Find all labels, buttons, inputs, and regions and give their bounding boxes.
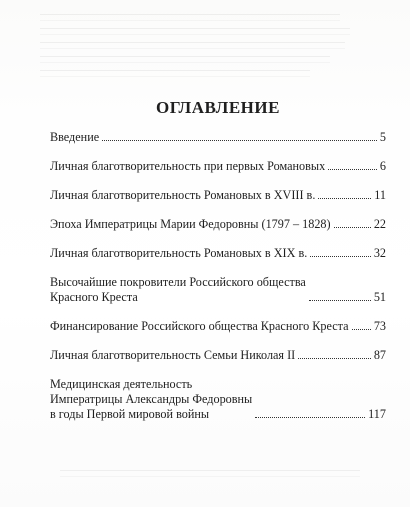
toc-entry-page: 11 — [374, 188, 386, 202]
toc-entry — [50, 188, 386, 203]
toc-entry-page: 51 — [373, 290, 386, 304]
toc-entry — [50, 319, 386, 334]
toc-entry-page: 87 — [373, 348, 386, 362]
toc-entry-page: 32 — [373, 246, 386, 260]
toc-entry — [50, 275, 386, 305]
show-through-line — [40, 42, 345, 49]
show-through-line — [40, 70, 310, 77]
toc-entry-page: 5 — [379, 130, 386, 144]
toc-entry-title: Личная благотворительность при первых Романовых — [50, 159, 326, 173]
show-through-line — [40, 14, 340, 21]
dot-leader — [298, 358, 371, 359]
table-of-contents — [50, 98, 386, 436]
toc-entry-title: Введение — [50, 130, 100, 144]
show-through-line — [40, 28, 350, 35]
toc-title: ОГЛАВЛЕНИЕ — [156, 98, 280, 117]
toc-entry — [50, 348, 386, 363]
toc-entry-page: 117 — [368, 407, 386, 421]
dot-leader — [352, 329, 371, 330]
toc-entry — [50, 377, 386, 422]
dot-leader — [318, 198, 371, 199]
toc-entry-title: Финансирование Российского общества Красного Креста — [50, 319, 349, 333]
toc-entry — [50, 246, 386, 261]
dot-leader — [102, 140, 377, 141]
toc-entry-title: Личная благотворительность Семьи Николая II — [50, 348, 296, 362]
dot-leader — [255, 417, 365, 418]
show-through-line — [40, 56, 330, 63]
show-through-line — [60, 470, 360, 477]
toc-entry — [50, 159, 386, 174]
toc-entry-page: 6 — [379, 159, 386, 173]
toc-entry-title: Личная благотворительность Романовых в XVIII в. — [50, 188, 316, 202]
toc-entry-title: Эпоха Императрицы Марии Федоровны (1797 – 1828) — [50, 217, 331, 231]
dot-leader — [309, 300, 371, 301]
toc-entry-title: Медицинская деятельность Императрицы Александры Федоровны в годы Первой мировой войны — [50, 377, 253, 421]
dot-leader — [334, 227, 371, 228]
toc-entry-title: Личная благотворительность Романовых в XIX в. — [50, 246, 308, 260]
toc-entry-page: 73 — [373, 319, 386, 333]
toc-entry — [50, 130, 386, 145]
dot-leader — [310, 256, 371, 257]
toc-entry — [50, 217, 386, 232]
toc-entry-title: Высочайшие покровители Российского общества Красного Креста — [50, 275, 306, 304]
dot-leader — [328, 169, 377, 170]
toc-entry-page: 22 — [373, 217, 386, 231]
